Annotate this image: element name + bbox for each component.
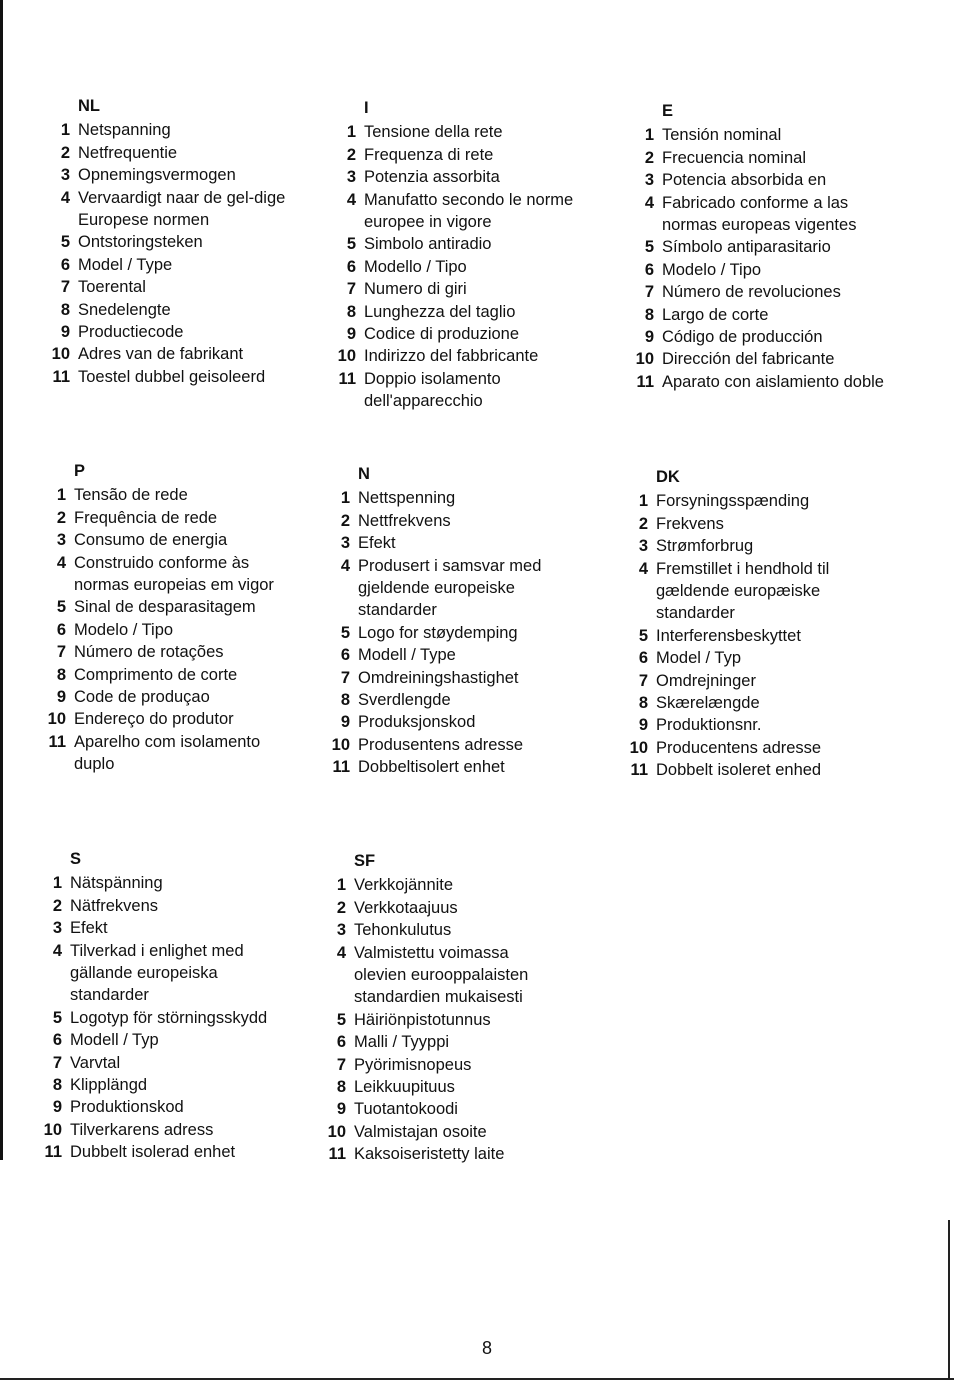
list-item bbox=[46, 596, 289, 618]
list-item bbox=[50, 164, 293, 186]
item-text: Potencia absorbida en bbox=[662, 171, 827, 190]
item-text: Frequenza di rete bbox=[364, 145, 494, 164]
list-item bbox=[628, 647, 861, 669]
item-text: Interferensbeskyttet bbox=[656, 626, 801, 645]
list-item bbox=[330, 667, 573, 689]
item-number: 7 bbox=[638, 671, 648, 690]
list-item bbox=[50, 254, 293, 276]
item-number: 3 bbox=[60, 166, 70, 185]
item-number: 5 bbox=[638, 626, 648, 645]
list-item bbox=[46, 552, 289, 597]
item-number: 10 bbox=[635, 350, 654, 369]
list-item bbox=[628, 490, 861, 512]
list-item bbox=[50, 119, 293, 141]
item-number: 9 bbox=[638, 716, 648, 735]
list-item bbox=[634, 281, 892, 303]
item-text: Varvtal bbox=[70, 1053, 121, 1072]
item-text: Modell / Typ bbox=[70, 1031, 159, 1050]
item-text: Indirizzo del fabbricante bbox=[364, 347, 539, 366]
list-item bbox=[42, 1141, 300, 1163]
item-text: Nettspenning bbox=[358, 489, 456, 508]
section-nl bbox=[50, 95, 293, 388]
item-number: 9 bbox=[346, 325, 356, 344]
list-item bbox=[336, 323, 579, 345]
item-number: 6 bbox=[336, 1033, 346, 1052]
page-number: 8 bbox=[481, 1338, 492, 1358]
item-text: Produsentens adresse bbox=[358, 735, 524, 754]
list-item bbox=[46, 507, 289, 529]
item-text: Consumo de energia bbox=[74, 531, 228, 550]
item-text: Manufatto secondo le norme europee in vigore bbox=[364, 190, 574, 232]
item-text: Leikkuupituus bbox=[354, 1078, 455, 1097]
item-text: Produksjonskod bbox=[358, 713, 476, 732]
item-number: 11 bbox=[332, 758, 350, 777]
item-number: 4 bbox=[60, 188, 70, 207]
list-item bbox=[628, 670, 861, 692]
item-text: Dobbelt isoleret enhed bbox=[656, 761, 822, 780]
list-item bbox=[326, 919, 559, 941]
item-number: 11 bbox=[636, 372, 654, 391]
item-number: 5 bbox=[56, 598, 66, 617]
item-text: Häiriönpistotunnus bbox=[354, 1010, 491, 1029]
item-text: Tensione della rete bbox=[364, 123, 503, 142]
item-text: Produktionskod bbox=[70, 1098, 184, 1117]
list-item bbox=[46, 731, 289, 776]
list-item bbox=[46, 708, 289, 730]
item-text: Toestel dubbel geisoleerd bbox=[78, 367, 266, 386]
list-item bbox=[628, 513, 861, 535]
item-text: Modelo / Tipo bbox=[74, 620, 174, 639]
item-text: Omdrejninger bbox=[656, 671, 756, 690]
item-text: Lunghezza del taglio bbox=[364, 302, 516, 321]
item-number: 6 bbox=[60, 255, 70, 274]
list-item bbox=[326, 1031, 559, 1053]
item-number: 1 bbox=[56, 486, 66, 505]
item-text: Tehonkulutus bbox=[354, 921, 452, 940]
list-item bbox=[330, 532, 573, 554]
item-number: 6 bbox=[52, 1031, 62, 1050]
item-number: 4 bbox=[56, 553, 66, 572]
list-item bbox=[326, 1143, 559, 1165]
list-item bbox=[46, 529, 289, 551]
item-number: 2 bbox=[340, 511, 350, 530]
item-text: Dobbeltisolert enhet bbox=[358, 758, 505, 777]
list-item bbox=[42, 872, 300, 894]
item-text: Produktionsnr. bbox=[656, 716, 762, 735]
list-item bbox=[336, 166, 579, 188]
item-text: Modelo / Tipo bbox=[662, 260, 762, 279]
item-number: 3 bbox=[346, 168, 356, 187]
item-text: Nettfrekvens bbox=[358, 511, 451, 530]
item-text: Símbolo antiparasitario bbox=[662, 238, 831, 257]
item-text: Dirección del fabricante bbox=[662, 350, 835, 369]
item-text: Sverdlengde bbox=[358, 691, 451, 710]
item-text: Número de revoluciones bbox=[662, 283, 841, 302]
list-item bbox=[326, 1054, 559, 1076]
item-number: 10 bbox=[629, 738, 648, 757]
item-number: 7 bbox=[336, 1055, 346, 1074]
item-number: 7 bbox=[340, 668, 350, 687]
item-number: 5 bbox=[52, 1008, 62, 1027]
list-item bbox=[46, 619, 289, 641]
list-item bbox=[42, 1096, 300, 1118]
item-number: 3 bbox=[56, 531, 66, 550]
item-number: 8 bbox=[60, 300, 70, 319]
item-number: 1 bbox=[340, 489, 350, 508]
item-text: Fabricado conforme a las normas europeas vigentes bbox=[662, 193, 857, 235]
item-text: Frecuencia nominal bbox=[662, 148, 806, 167]
list-item bbox=[634, 304, 892, 326]
section-language-heading: SF bbox=[354, 852, 376, 870]
item-number: 11 bbox=[44, 1143, 62, 1162]
section-language-heading: S bbox=[70, 850, 82, 868]
item-number: 7 bbox=[56, 643, 66, 662]
list-item bbox=[46, 641, 289, 663]
section-sf bbox=[326, 850, 559, 1166]
list-item bbox=[628, 558, 861, 625]
item-number: 4 bbox=[340, 556, 350, 575]
section-i bbox=[336, 97, 579, 413]
item-text: Nätspänning bbox=[70, 874, 163, 893]
item-number: 11 bbox=[338, 369, 356, 388]
item-number: 3 bbox=[644, 171, 654, 190]
item-text: Model / Type bbox=[78, 255, 173, 274]
item-text: Omdreiningshastighet bbox=[358, 668, 519, 687]
list-item bbox=[628, 692, 861, 714]
item-number: 9 bbox=[340, 713, 350, 732]
item-text: Aparelho com isolamento duplo bbox=[74, 732, 261, 774]
list-item bbox=[326, 1098, 559, 1120]
section-language-heading: I bbox=[364, 99, 369, 117]
item-text: Tilverkarens adress bbox=[70, 1120, 214, 1139]
item-number: 11 bbox=[328, 1145, 346, 1164]
item-number: 4 bbox=[638, 559, 648, 578]
item-text: Largo de corte bbox=[662, 305, 769, 324]
item-number: 9 bbox=[60, 323, 70, 342]
item-number: 1 bbox=[336, 876, 346, 895]
list-item bbox=[330, 756, 573, 778]
section-language-heading: E bbox=[662, 102, 674, 120]
section-language-heading: N bbox=[358, 465, 370, 483]
item-text: Doppio isolamento dell'apparecchio bbox=[364, 369, 501, 411]
item-number: 7 bbox=[52, 1053, 62, 1072]
item-text: Code de produçao bbox=[74, 688, 210, 707]
item-number: 5 bbox=[644, 238, 654, 257]
item-text: Malli / Tyyppi bbox=[354, 1033, 450, 1052]
item-number: 1 bbox=[60, 121, 70, 140]
section-e bbox=[634, 100, 892, 393]
list-item bbox=[330, 510, 573, 532]
list-item bbox=[46, 686, 289, 708]
list-item bbox=[336, 345, 579, 367]
list-item bbox=[42, 917, 300, 939]
list-item bbox=[46, 484, 289, 506]
item-text: Tensión nominal bbox=[662, 126, 782, 145]
item-number: 8 bbox=[644, 305, 654, 324]
item-number: 8 bbox=[340, 691, 350, 710]
item-text: Opnemingsvermogen bbox=[78, 166, 236, 185]
item-text: Produsert i samsvar med gjeldende europeiske standarder bbox=[358, 556, 542, 620]
item-number: 1 bbox=[52, 874, 62, 893]
list-item bbox=[634, 124, 892, 146]
item-number: 3 bbox=[638, 537, 648, 556]
item-number: 7 bbox=[346, 280, 356, 299]
item-text: Strømforbrug bbox=[656, 537, 754, 556]
item-text: Modell / Type bbox=[358, 646, 456, 665]
section-language-heading: NL bbox=[78, 97, 100, 115]
item-number: 11 bbox=[630, 761, 648, 780]
list-item bbox=[50, 343, 293, 365]
list-item bbox=[634, 169, 892, 191]
item-text: Nätfrekvens bbox=[70, 896, 159, 915]
item-text: Netspanning bbox=[78, 121, 171, 140]
item-text: Número de rotações bbox=[74, 643, 224, 662]
item-text: Frekvens bbox=[656, 514, 724, 533]
section-p bbox=[46, 460, 289, 776]
item-number: 4 bbox=[644, 193, 654, 212]
list-item bbox=[326, 1009, 559, 1031]
item-number: 1 bbox=[644, 126, 654, 145]
section-dk bbox=[628, 466, 861, 782]
section-n bbox=[330, 463, 573, 779]
item-number: 2 bbox=[346, 145, 356, 164]
list-item bbox=[336, 368, 579, 413]
list-item bbox=[46, 664, 289, 686]
list-item bbox=[330, 487, 573, 509]
list-item bbox=[634, 236, 892, 258]
list-item bbox=[50, 231, 293, 253]
item-text: Logotyp för störningsskydd bbox=[70, 1008, 268, 1027]
list-item bbox=[634, 348, 892, 370]
item-text: Comprimento de corte bbox=[74, 665, 238, 684]
item-number: 10 bbox=[327, 1122, 346, 1141]
item-number: 1 bbox=[346, 123, 356, 142]
item-text: Endereço do produtor bbox=[74, 710, 234, 729]
item-text: Fremstillet i hendhold til gældende europæiske standarder bbox=[656, 559, 830, 623]
item-number: 2 bbox=[644, 148, 654, 167]
item-text: Skærelængde bbox=[656, 694, 760, 713]
item-text: Netfrequentie bbox=[78, 143, 178, 162]
item-number: 5 bbox=[340, 623, 350, 642]
item-number: 2 bbox=[638, 514, 648, 533]
item-text: Tensão de rede bbox=[74, 486, 188, 505]
item-number: 10 bbox=[51, 345, 70, 364]
list-item bbox=[336, 189, 579, 234]
item-text: Logo for støydemping bbox=[358, 623, 518, 642]
list-item bbox=[330, 644, 573, 666]
list-item bbox=[330, 555, 573, 622]
item-number: 1 bbox=[638, 492, 648, 511]
list-item bbox=[326, 874, 559, 896]
item-text: Frequência de rede bbox=[74, 508, 218, 527]
list-item bbox=[42, 1119, 300, 1141]
item-number: 2 bbox=[336, 898, 346, 917]
item-number: 7 bbox=[644, 283, 654, 302]
item-number: 6 bbox=[638, 649, 648, 668]
list-item bbox=[628, 759, 861, 781]
item-number: 5 bbox=[60, 233, 70, 252]
item-number: 8 bbox=[52, 1076, 62, 1095]
list-item bbox=[628, 737, 861, 759]
item-text: Adres van de fabrikant bbox=[78, 345, 244, 364]
list-item bbox=[326, 1121, 559, 1143]
item-text: Snedelengte bbox=[78, 300, 171, 319]
list-item bbox=[326, 942, 559, 1009]
list-item bbox=[42, 1007, 300, 1029]
item-number: 2 bbox=[52, 896, 62, 915]
list-item bbox=[634, 371, 892, 393]
list-item bbox=[634, 259, 892, 281]
item-number: 3 bbox=[52, 919, 62, 938]
item-text: Simbolo antiradio bbox=[364, 235, 492, 254]
item-number: 9 bbox=[56, 688, 66, 707]
item-text: Model / Typ bbox=[656, 649, 741, 668]
item-text: Efekt bbox=[70, 919, 108, 938]
list-item bbox=[50, 366, 293, 388]
item-text: Potenzia assorbita bbox=[364, 168, 500, 187]
item-number: 3 bbox=[336, 921, 346, 940]
item-text: Productiecode bbox=[78, 323, 184, 342]
item-text: Sinal de desparasitagem bbox=[74, 598, 256, 617]
item-text: Valmistajan osoite bbox=[354, 1122, 487, 1141]
item-text: Codice di produzione bbox=[364, 325, 520, 344]
list-item bbox=[42, 1029, 300, 1051]
section-language-heading: DK bbox=[656, 468, 680, 486]
item-number: 11 bbox=[52, 367, 70, 386]
list-item bbox=[628, 535, 861, 557]
item-number: 6 bbox=[340, 646, 350, 665]
list-item bbox=[628, 714, 861, 736]
item-number: 5 bbox=[336, 1010, 346, 1029]
section-s bbox=[42, 848, 300, 1164]
item-number: 6 bbox=[346, 257, 356, 276]
item-text: Toerental bbox=[78, 278, 146, 297]
list-item bbox=[42, 940, 300, 1007]
item-number: 10 bbox=[337, 347, 356, 366]
item-number: 10 bbox=[47, 710, 66, 729]
item-text: Tilverkad i enlighet med gällande europeiska standarder bbox=[70, 941, 244, 1005]
item-text: Construido conforme às normas europeias em vigor bbox=[74, 553, 274, 595]
list-item bbox=[634, 147, 892, 169]
item-text: Producentens adresse bbox=[656, 738, 822, 757]
item-number: 6 bbox=[56, 620, 66, 639]
item-number: 8 bbox=[56, 665, 66, 684]
item-text: Ontstoringsteken bbox=[78, 233, 203, 252]
list-item bbox=[634, 192, 892, 237]
scan-edge-left bbox=[0, 0, 3, 1160]
item-text: Dubbelt isolerad enhet bbox=[70, 1143, 236, 1162]
list-item bbox=[50, 142, 293, 164]
list-item bbox=[42, 1074, 300, 1096]
list-item bbox=[326, 1076, 559, 1098]
list-item bbox=[336, 233, 579, 255]
item-number: 3 bbox=[340, 534, 350, 553]
item-number: 10 bbox=[43, 1120, 62, 1139]
item-number: 8 bbox=[638, 694, 648, 713]
list-item bbox=[634, 326, 892, 348]
list-item bbox=[330, 689, 573, 711]
item-text: Verkkojännite bbox=[354, 876, 454, 895]
item-number: 2 bbox=[60, 143, 70, 162]
item-number: 9 bbox=[644, 328, 654, 347]
list-item bbox=[330, 622, 573, 644]
item-number: 9 bbox=[52, 1098, 62, 1117]
list-item bbox=[336, 144, 579, 166]
item-number: 4 bbox=[336, 943, 346, 962]
list-item bbox=[42, 895, 300, 917]
item-number: 6 bbox=[644, 260, 654, 279]
item-text: Código de producción bbox=[662, 328, 823, 347]
item-text: Numero di giri bbox=[364, 280, 467, 299]
list-item bbox=[50, 299, 293, 321]
item-text: Tuotantokoodi bbox=[354, 1100, 458, 1119]
item-number: 4 bbox=[346, 190, 356, 209]
list-item bbox=[336, 121, 579, 143]
list-item bbox=[336, 278, 579, 300]
item-number: 10 bbox=[331, 735, 350, 754]
item-text: Vervaardigt naar de gel-dige Europese normen bbox=[78, 188, 286, 230]
list-item bbox=[326, 897, 559, 919]
item-text: Forsyningsspænding bbox=[656, 492, 810, 511]
list-item bbox=[50, 276, 293, 298]
item-number: 7 bbox=[60, 278, 70, 297]
list-item bbox=[336, 301, 579, 323]
list-item bbox=[330, 711, 573, 733]
list-item bbox=[628, 625, 861, 647]
item-number: 2 bbox=[56, 508, 66, 527]
item-text: Verkkotaajuus bbox=[354, 898, 458, 917]
item-text: Kaksoiseristetty laite bbox=[354, 1145, 505, 1164]
item-number: 8 bbox=[346, 302, 356, 321]
item-number: 11 bbox=[48, 732, 66, 751]
list-item bbox=[330, 734, 573, 756]
item-text: Modello / Tipo bbox=[364, 257, 467, 276]
list-item bbox=[50, 187, 293, 232]
list-item bbox=[50, 321, 293, 343]
list-item bbox=[42, 1052, 300, 1074]
list-item bbox=[336, 256, 579, 278]
item-text: Pyörimisnopeus bbox=[354, 1055, 472, 1074]
item-number: 4 bbox=[52, 941, 62, 960]
item-text: Efekt bbox=[358, 534, 396, 553]
item-number: 5 bbox=[346, 235, 356, 254]
item-number: 9 bbox=[336, 1100, 346, 1119]
item-text: Klipplängd bbox=[70, 1076, 148, 1095]
section-language-heading: P bbox=[74, 462, 86, 480]
item-number: 8 bbox=[336, 1078, 346, 1097]
item-text: Aparato con aislamiento doble bbox=[662, 372, 884, 391]
item-text: Valmistettu voimassa olevien eurooppalaisten standardien mukaisesti bbox=[354, 943, 529, 1007]
